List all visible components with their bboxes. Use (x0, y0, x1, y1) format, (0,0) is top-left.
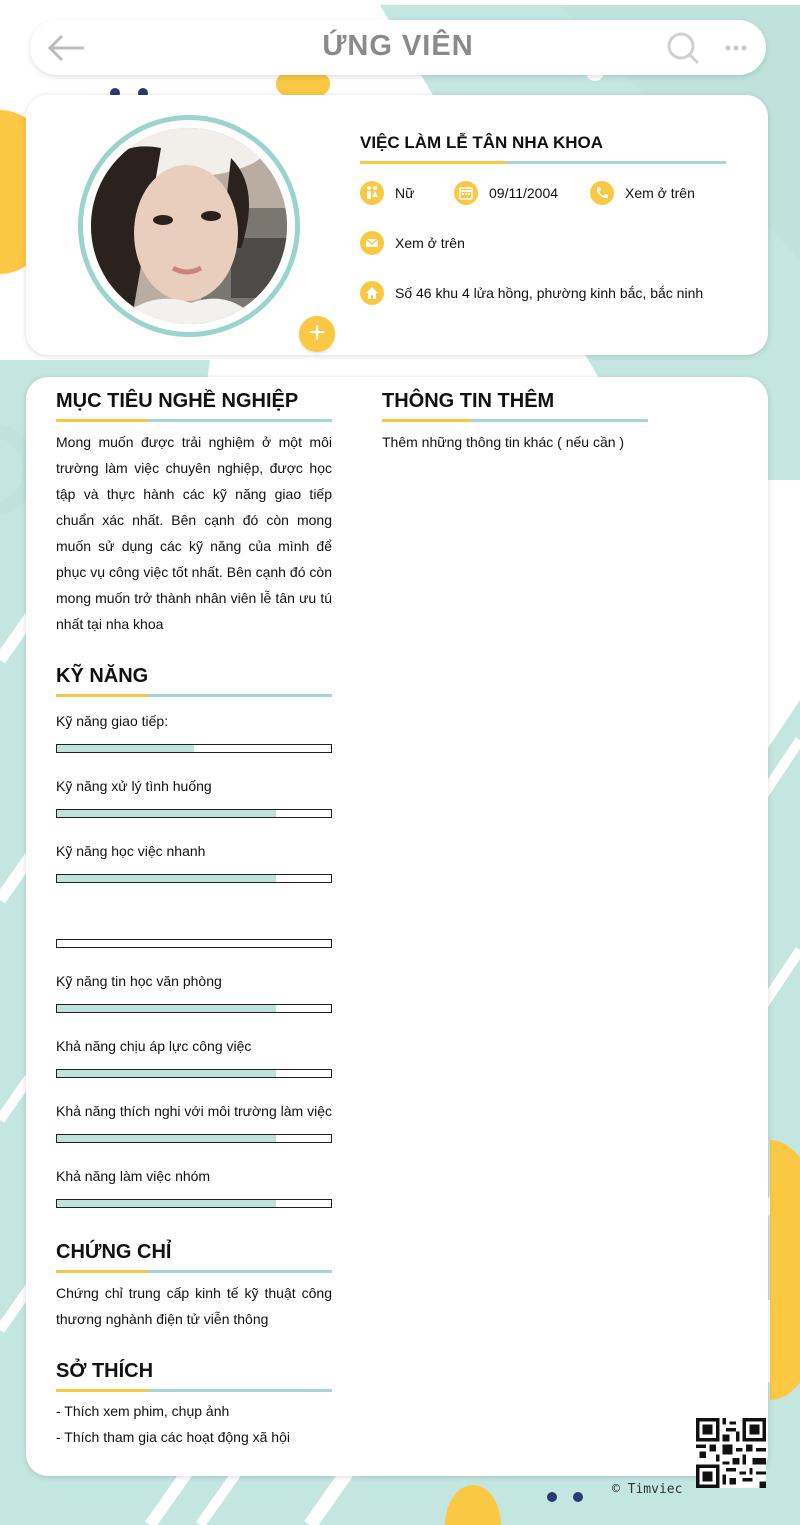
birthdate-info (454, 181, 558, 205)
calendar-icon (454, 181, 478, 205)
address-info (360, 281, 703, 305)
gender-text: Nữ (395, 185, 415, 201)
skill-bar (56, 1004, 332, 1013)
skills-title: KỸ NĂNG (56, 665, 149, 687)
skill-bar (56, 809, 332, 818)
phone-info (590, 181, 695, 205)
career-goal-text: Mong muốn được trải nghiệm ở một môi trường làm việc chuyên nghiệp, được học tập và thực hành các kỹ năng giao tiếp chuẩn xác nhất. Bên cạnh đó còn mong muốn sử dụng các kỹ năng của mình để phục vụ công việc tốt nhất. Bên cạnh đó còn mong muốn trở thành nhân viên lễ tân ưu tú nhất tại nha khoa (56, 434, 332, 632)
add-photo-button[interactable]: + (299, 316, 335, 352)
avatar-frame (78, 115, 326, 349)
certificates-text: Chứng chỉ trung cấp kinh tế kỹ thuật công thương nghành điện tử viễn thông (56, 1285, 332, 1327)
top-bar (30, 20, 766, 75)
skill-label: Kỹ năng học việc nhanh (56, 843, 206, 859)
email-info (360, 231, 465, 255)
gender-info (360, 181, 414, 205)
address-text: Số 46 khu 4 lửa hồng, phường kinh bắc, bắc ninh (395, 285, 704, 301)
avatar (91, 128, 287, 324)
skills-underline (56, 694, 332, 697)
email-icon (360, 231, 384, 255)
skill-label: Khả năng làm việc nhóm (56, 1168, 211, 1184)
skill-bar (56, 1199, 332, 1208)
content-card (26, 377, 768, 1476)
career-goal-underline (56, 419, 332, 422)
skill-label: Kỹ năng giao tiếp: (56, 713, 169, 729)
skill-label: Khả năng chịu áp lực công việc (56, 1038, 252, 1054)
page-title: ỨNG VIÊN (322, 30, 474, 62)
job-title-underline (360, 161, 726, 164)
certificates-underline (56, 1270, 332, 1273)
extra-info-underline (382, 419, 648, 422)
skill-label: Kỹ năng xử lý tình huống (56, 778, 212, 794)
search-icon[interactable] (666, 31, 700, 65)
job-title: VIỆC LÀM LỄ TÂN NHA KHOA (360, 133, 604, 152)
skill-bar (56, 939, 332, 948)
skill-bar (56, 1069, 332, 1078)
hobby-item: - Thích tham gia các hoạt động xã hội (56, 1429, 290, 1445)
skill-bar (56, 874, 332, 883)
hobby-item: - Thích xem phim, chụp ảnh (56, 1403, 230, 1419)
skill-bar (56, 744, 332, 753)
skill-label: Kỹ năng tin học văn phòng (56, 973, 222, 989)
profile-card (26, 95, 768, 355)
hobbies-title: SỞ THÍCH (56, 1360, 154, 1382)
qr-code-icon (696, 1418, 766, 1488)
certificates-title: CHỨNG CHỈ (56, 1241, 172, 1263)
skill-label: Khả năng thích nghi với môi trường làm việc (56, 1103, 332, 1119)
skill-bar (56, 1134, 332, 1143)
extra-info-text: Thêm những thông tin khác ( nếu cần ) (382, 434, 625, 450)
phone-text: Xem ở trên (625, 185, 695, 201)
phone-icon (590, 181, 614, 205)
home-icon (360, 281, 384, 305)
birthdate-text: 09/11/2004 (489, 185, 559, 201)
more-dots-icon[interactable] (724, 38, 748, 58)
gender-icon (360, 181, 384, 205)
career-goal-title: MỤC TIÊU NGHỀ NGHIỆP (56, 390, 299, 412)
email-text: Xem ở trên (395, 235, 465, 251)
extra-info-title: THÔNG TIN THÊM (382, 390, 555, 412)
copyright-text: © Timviec (612, 1482, 683, 1497)
hobbies-underline (56, 1389, 332, 1392)
avatar-photo (91, 128, 287, 324)
